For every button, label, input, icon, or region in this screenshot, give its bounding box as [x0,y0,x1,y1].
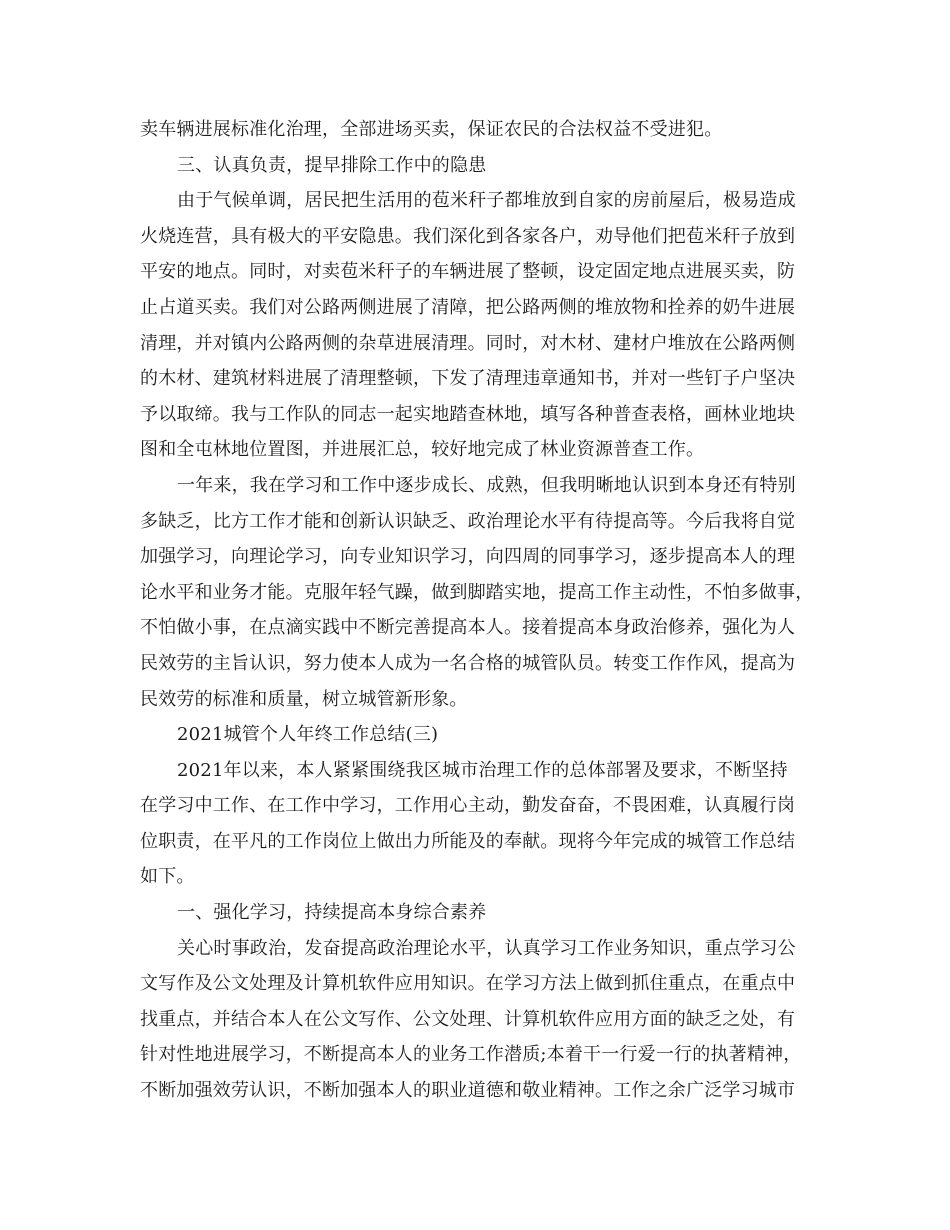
text-line: 在学习中工作、在工作中学习，工作用心主动，勤发奋奋，不畏困难，认真履行岗 [140,795,796,817]
text-line: 找重点，并结合本人在公文写作、公文处理、计算机软件应用方面的缺乏之处，有 [140,1008,796,1030]
section-heading: 一、强化学习，持续提高本身综合素养 [177,902,487,924]
text-line: 由于气候单调，居民把生活用的苞米秆子都堆放到自家的房前屋后，极易造成 [177,190,796,212]
text-line: 文写作及公文处理及计算机软件应用知识。在学习方法上做到抓住重点，在重点中 [140,973,796,995]
text-line: 位职责，在平凡的工作岗位上做出力所能及的奉献。现将今年完成的城管工作总结 [140,830,796,852]
text-line: 火烧连营，具有极大的平安隐患。我们深化到各家各户，劝导他们把苞米秆子放到 [140,225,796,247]
document-body [140,112,830,1109]
text-line: 论水平和业务才能。克服年轻气躁，做到脚踏实地，提高工作主动性，不怕多做事， [140,581,814,603]
text-line: 关心时事政治，发奋提高政治理论水平，认真学习工作业务知识，重点学习公 [177,937,796,959]
document-title: 2021城管个人年终工作总结(三) [177,724,439,746]
text-line: 不断加强效劳认识，不断加强本人的职业道德和敬业精神。工作之余广泛学习城市 [140,1080,796,1102]
text-line: 清理，并对镇内公路两侧的杂草进展清理。同时，对木材、建材户堆放在公路两侧 [140,332,796,354]
text-line: 民效劳的主旨认识，努力使本人成为一名合格的城管队员。转变工作作风，提高为 [140,652,796,674]
text-line: 图和全屯林地位置图，并进展汇总，较好地完成了林业资源普查工作。 [140,439,705,461]
text-line: 2021年以来，本人紧紧围绕我区城市治理工作的总体部署及要求，不断坚持 [177,759,788,781]
text-line: 卖车辆进展标准化治理，全部进场买卖，保证农民的合法权益不受进犯。 [140,119,723,140]
text-line: 多缺乏，比方工作才能和创新认识缺乏、政治理论水平有待提高等。今后我将自觉 [140,510,796,532]
text-line: 针对性地进展学习，不断提高本人的业务工作潜质;本着干一行爱一行的执著精神， [140,1044,802,1066]
text-line: 民效劳的标准和质量，树立城管新形象。 [140,688,468,710]
text-line: 一年来，我在学习和工作中逐步成长、成熟，但我明晰地认识到本身还有特别 [177,474,796,496]
text-line: 不怕做小事，在点滴实践中不断完善提高本人。接着提高本身政治修养，强化为人 [140,617,796,639]
text-line: 平安的地点。同时，对卖苞米秆子的车辆进展了整顿，设定固定地点进展买卖，防 [140,261,796,283]
text-line: 的木材、建筑材料进展了清理整顿，下发了清理违章通知书，并对一些钉子户坚决 [140,368,796,390]
text-line: 加强学习，向理论学习，向专业知识学习，向四周的同事学习，逐步提高本人的理 [140,546,796,568]
text-line: 止占道买卖。我们对公路两侧进展了清障，把公路两侧的堆放物和拴养的奶牛进展 [140,296,796,318]
text-line: 予以取缔。我与工作队的同志一起实地踏查林地，填写各种普查表格，画林业地块 [140,403,796,425]
text-line: 如下。 [140,866,195,888]
section-heading: 三、认真负责，提早排除工作中的隐患 [177,154,487,176]
